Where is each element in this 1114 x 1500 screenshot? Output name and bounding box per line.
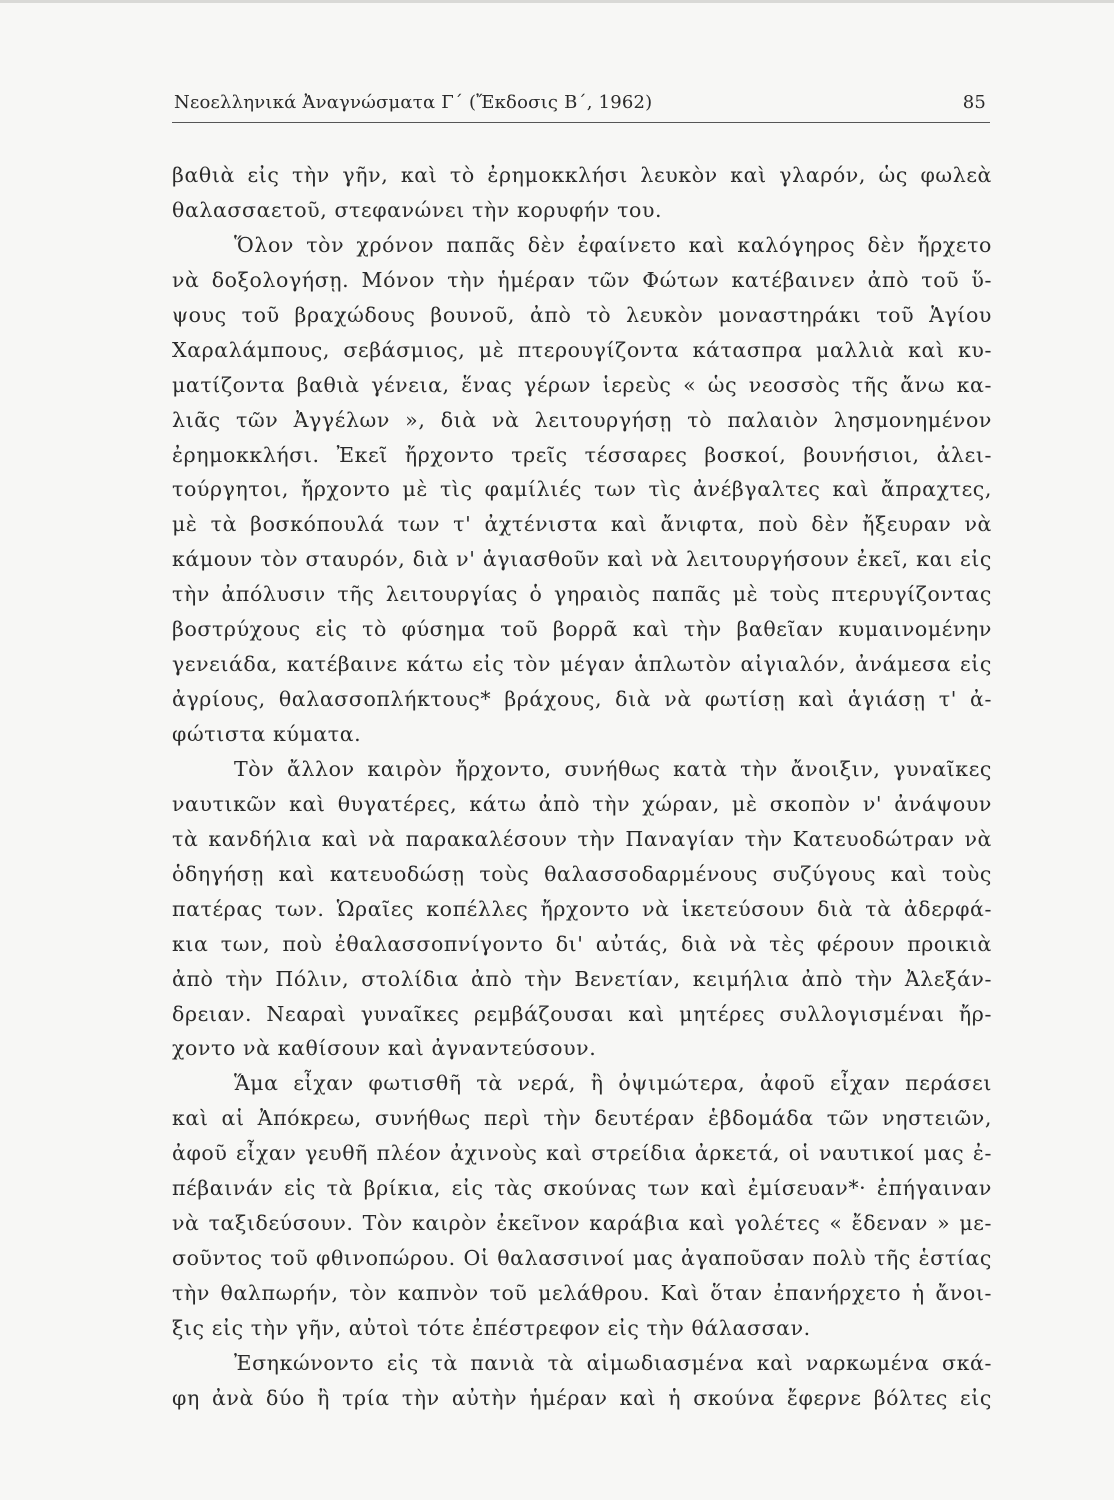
text-line: βαθιὰ εἰς τὴν γῆν, καὶ τὸ ἐρημοκκλήσι λευκὸν καὶ γλαρόν, ὡς φωλεὰ (172, 163, 992, 187)
text-line: νὰ ταξιδεύσουν. Τὸν καιρὸν ἐκεῖνον καράβια καὶ γολέτες « ἔδεναν » με- (172, 1211, 992, 1236)
running-header (172, 92, 990, 123)
text-line: σοῦντος τοῦ φθινοπώρου. Οἱ θαλασσινοί μας ἀγαποῦσαν πολὺ τῆς ἑστίας (172, 1246, 992, 1271)
text-line: ἀφοῦ εἶχαν γευθῆ πλέον ἀχινοὺς καὶ στρείδια ἀρκετά, οἱ ναυτικοί μας ἐ- (172, 1141, 992, 1166)
paragraph-first-line: Ὅλον τὸν χρόνον παπᾶς δὲν ἐφαίνετο καὶ καλόγηρος δὲν ἤρχετο (234, 232, 992, 257)
text-line: ματίζοντα βαθιὰ γένεια, ἕνας γέρων ἱερεὺς « ὡς νεοσσὸς τῆς ἄνω κα- (172, 372, 992, 397)
text-line: ὁδηγήσῃ καὶ κατευοδώσῃ τοὺς θαλασσοδαρμένους συζύγους καὶ τοὺς (172, 861, 992, 886)
text-line: τὴν θαλπωρήν, τὸν καπνὸν τοῦ μελάθρου. Καὶ ὅταν ἐπανήρχετο ἡ ἄνοι- (172, 1281, 992, 1305)
text-line: κια των, ποὺ ἐθαλασσοπνίγοντο δι' αὐτάς, διὰ νὰ τὲς φέρουν προικιὰ (172, 931, 992, 956)
page-number: 85 (962, 92, 986, 113)
running-title: Νεοελληνικά Ἀναγνώσματα Γ΄ (Ἔκδοσις Β΄, 1962) (174, 92, 653, 113)
text-line: ναυτικῶν καὶ θυγατέρες, κάτω ἀπὸ τὴν χώραν, μὲ σκοπὸν ν' ἀνάψουν (172, 791, 992, 816)
text-line: ἀπὸ τὴν Πόλιν, στολίδια ἀπὸ τὴν Βενετίαν, κειμήλια ἀπὸ τὴν Ἀλεξάν- (172, 966, 992, 991)
text-line: βοστρύχους εἰς τὸ φύσημα τοῦ βορρᾶ καὶ τὴν βαθεῖαν κυμαινομένην (172, 617, 992, 642)
text-line: λιᾶς τῶν Ἀγγέλων », διὰ νὰ λειτουργήσῃ τὸ παλαιὸν λησμονημένον (172, 407, 992, 432)
text-line: μὲ τὰ βοσκόπουλά των τ' ἀχτένιστα καὶ ἄνιφτα, ποὺ δὲν ἤξευραν νὰ (172, 512, 992, 537)
text-line: πατέρας των. Ὡραῖες κοπέλλες ἤρχοντο νὰ ἱκετεύσουν διὰ τὰ ἀδερφά- (172, 896, 992, 921)
text-line: φώτιστα κύματα. (172, 722, 362, 746)
text-line: χοντο νὰ καθίσουν καὶ ἀγναντεύσουν. (172, 1036, 597, 1061)
text-line: δρειαν. Νεαραὶ γυναῖκες ρεμβάζουσαι καὶ μητέρες συλλογισμέναι ἤρ- (172, 1001, 992, 1026)
text-line: πέβαινάν εἰς τὰ βρίκια, εἰς τὰς σκούνας των καὶ ἐμίσευαν*· ἐπήγαιναν (172, 1176, 992, 1201)
text-line: φη ἀνὰ δύο ἢ τρία τὴν αὐτὴν ἡμέραν καὶ ἡ σκούνα ἔφερνε βόλτες εἰς (172, 1385, 992, 1410)
text-line: ψους τοῦ βραχώδους βουνοῦ, ἀπὸ τὸ λευκὸν μοναστηράκι τοῦ Ἁγίου (172, 302, 992, 327)
text-line: ἐρημοκκλήσι. Ἐκεῖ ἤρχοντο τρεῖς τέσσαρες βοσκοί, βουνήσιοι, ἀλει- (172, 442, 992, 467)
text-line: καὶ αἱ Ἀπόκρεω, συνήθως περὶ τὴν δευτέραν ἑβδομάδα τῶν νηστειῶν, (172, 1106, 992, 1131)
text-line: θαλασσαετοῦ, στεφανώνει τὴν κορυφήν του. (172, 197, 663, 222)
text-line: τὰ κανδήλια καὶ νὰ παρακαλέσουν τὴν Παναγίαν τὴν Κατευοδώτραν νὰ (172, 826, 992, 851)
text-line: ἀγρίους, θαλασσοπλήκτους* βράχους, διὰ νὰ φωτίσῃ καὶ ἁγιάσῃ τ' ἀ- (172, 687, 992, 712)
text-line: κάμουν τὸν σταυρόν, διὰ ν' ἁγιασθοῦν καὶ νὰ λειτουργήσουν ἐκεῖ, και εἰς (172, 547, 992, 572)
paragraph-first-line: Ἅμα εἶχαν φωτισθῆ τὰ νερά, ἢ ὀψιμώτερα, ἀφοῦ εἶχαν περάσει (234, 1071, 992, 1096)
paragraph-first-line: Ἐσηκώνοντο εἰς τὰ πανιὰ τὰ αἱμωδιασμένα καὶ ναρκωμένα σκά- (234, 1350, 992, 1375)
body-text (172, 158, 992, 1416)
text-line: Χαραλάμπους, σεβάσμιος, μὲ πτερουγίζοντα κάτασπρα μαλλιὰ καὶ κυ- (172, 337, 992, 362)
text-line: ξις εἰς τὴν γῆν, αὐτοὶ τότε ἐπέστρεφον εἰς τὴν θάλασσαν. (172, 1315, 811, 1340)
text-line: τὴν ἀπόλυσιν τῆς λειτουργίας ὁ γηραιὸς παπᾶς μὲ τοὺς πτερυγίζοντας (172, 582, 992, 607)
text-line: τούργητοι, ἤρχοντο μὲ τὶς φαμίλιές των τὶς ἀνέβγαλτες καὶ ἄπραχτες, (172, 477, 992, 502)
text-line: γενειάδα, κατέβαινε κάτω εἰς τὸν μέγαν ἁπλωτὸν αἰγιαλόν, ἀνάμεσα εἰς (172, 652, 992, 677)
paragraph-first-line: Τὸν ἄλλον καιρὸν ἤρχοντο, συνήθως κατὰ τὴν ἄνοιξιν, γυναῖκες (234, 756, 992, 781)
page-top-edge (0, 0, 1114, 3)
text-line: νὰ δοξολογήσῃ. Μόνον τὴν ἡμέραν τῶν Φώτων κατέβαινεν ἀπὸ τοῦ ὕ- (172, 267, 992, 292)
